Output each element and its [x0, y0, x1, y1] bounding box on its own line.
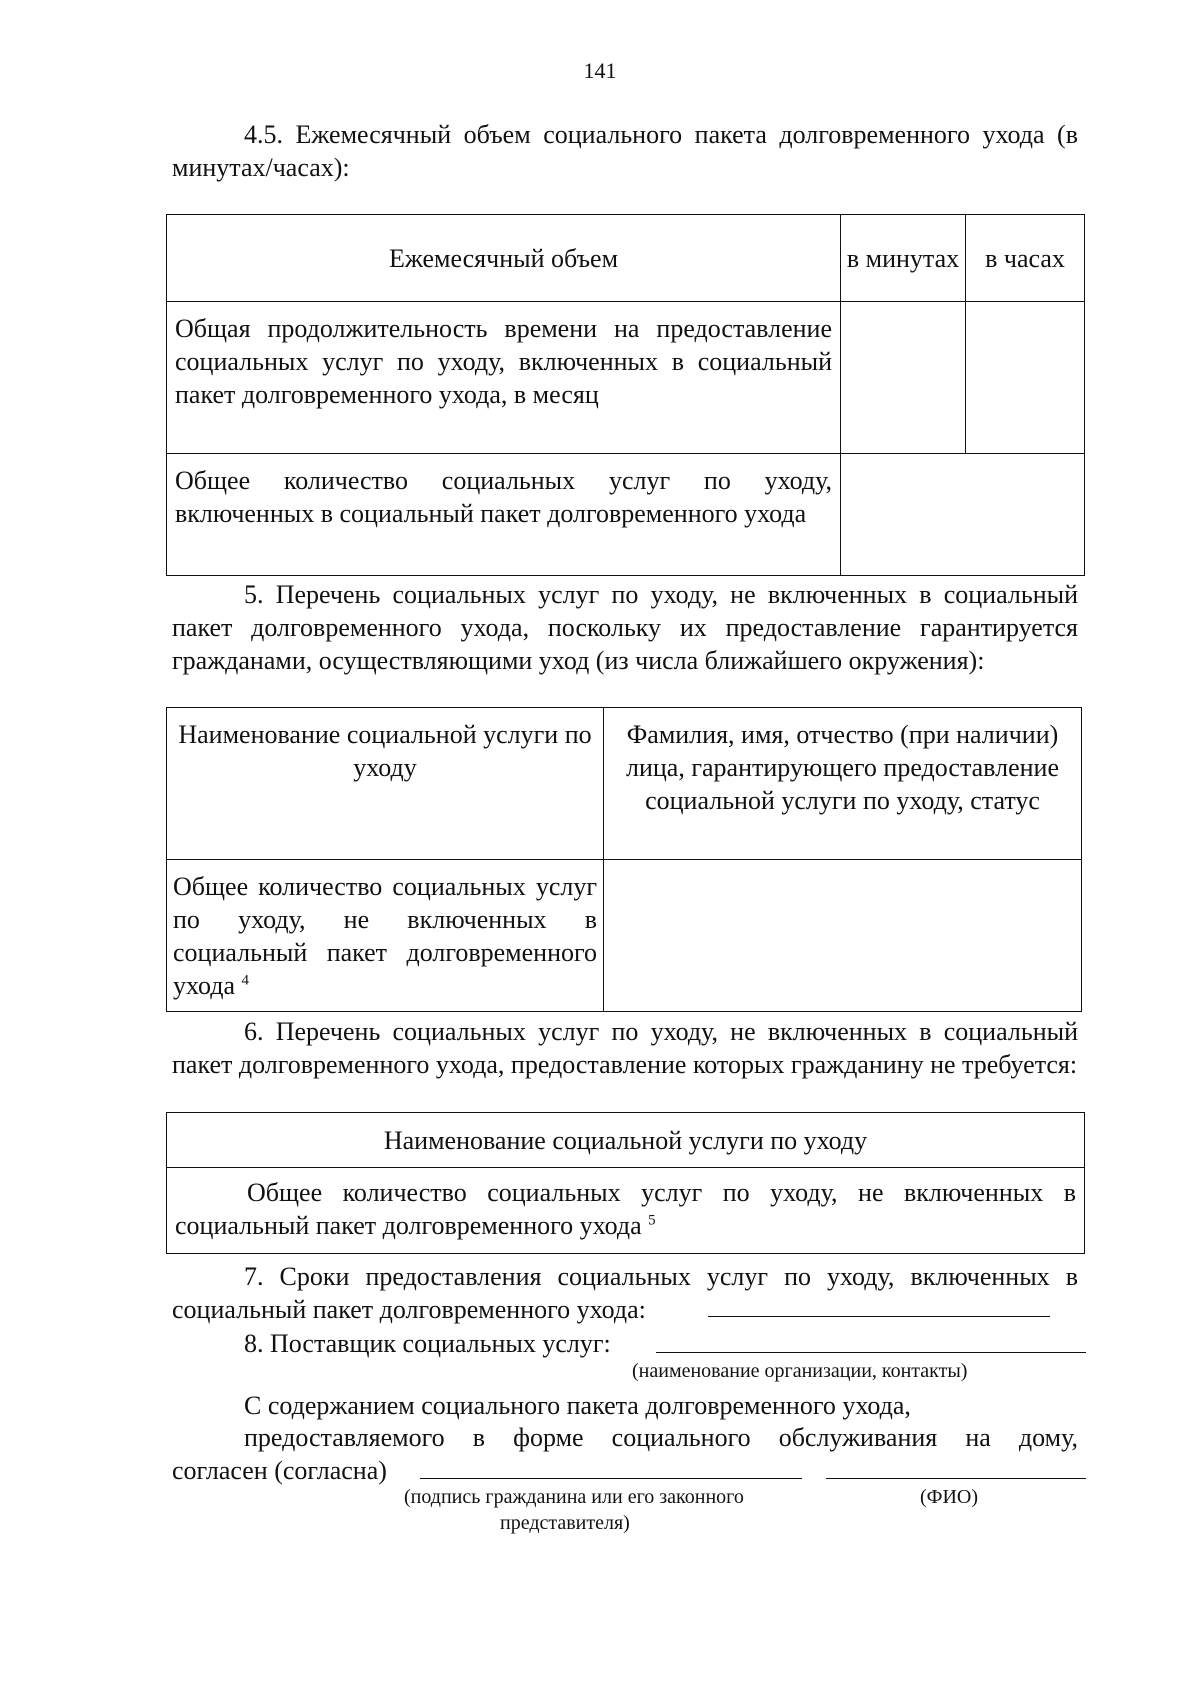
- section-8-label: 8. Поставщик социальных услуг:: [244, 1329, 611, 1358]
- fio-caption: (ФИО): [920, 1486, 979, 1508]
- fio-blank-line[interactable]: [826, 1478, 1086, 1479]
- not-required-services-table: [166, 1112, 1085, 1254]
- section-6-text: 6. Перечень социальных услуг по уходу, не включенных в социальный пакет долговременного ухода, предоставление которых гражданину не требуется:: [172, 1017, 1078, 1079]
- row-total-duration-minutes: [841, 302, 966, 454]
- section-4-5-text: 4.5. Ежемесячный объем социального пакета долговременного ухода (в минутах/часах):: [172, 120, 1078, 182]
- section-7-text: 7. Сроки предоставления социальных услуг по уходу, включенных в социальный пакет долговременного ухода:: [172, 1262, 1078, 1324]
- footnote-4: 4: [241, 972, 250, 989]
- row-not-required-count-label: [167, 1168, 1085, 1254]
- consent-line-2: предоставляемого в форме социального обслуживания на дому,: [244, 1423, 1078, 1452]
- section-8-caption: (наименование организации, контакты): [632, 1360, 968, 1382]
- footnote-5: 5: [648, 1212, 656, 1229]
- page-number: 141: [583, 58, 617, 83]
- section-7-blank-line[interactable]: [708, 1316, 1050, 1317]
- consent-line-3: согласен (согласна): [172, 1456, 387, 1485]
- header-service-name: Наименование социальной услуги по уходу: [167, 708, 604, 860]
- row-total-count-label: Общее количество социальных услуг по уходу, включенных в социальный пакет долговременного ухода: [167, 454, 841, 576]
- row-not-included-count-value: [604, 860, 1082, 1012]
- guaranteed-services-table: [166, 707, 1082, 1012]
- section-5-text: 5. Перечень социальных услуг по уходу, не включенных в социальный пакет долговременного ухода, поскольку их предоставление гарантируется гражданами, осуществляющими уход (из числа ближайшего окружения):: [172, 580, 1078, 675]
- consent-line-1: С содержанием социального пакета долговременного ухода,: [244, 1391, 911, 1420]
- signature-caption-2: представителя): [500, 1512, 630, 1534]
- section-8-blank-line[interactable]: [656, 1352, 1086, 1353]
- row-total-count-value: [841, 454, 1085, 576]
- header-guarantor-person: Фамилия, имя, отчество (при наличии) лица, гарантирующего предоставление социальной услуги по уходу, статус: [604, 708, 1082, 860]
- row-not-included-count-text: Общее количество социальных услуг по уходу, не включенных в социальный пакет долговременного ухода: [173, 872, 597, 1000]
- signature-caption-1: (подпись гражданина или его законного: [404, 1486, 744, 1508]
- signature-blank-line[interactable]: [420, 1478, 802, 1479]
- header-monthly-volume: Ежемесячный объем: [167, 215, 841, 302]
- row-not-required-count-text: Общее количество социальных услуг по уходу, не включенных в социальный пакет долговременного ухода: [175, 1178, 1076, 1240]
- row-total-duration-hours: [966, 302, 1085, 454]
- header-hours: в часах: [966, 215, 1085, 302]
- row-not-included-count-label: [167, 860, 604, 1012]
- row-total-duration-label: Общая продолжительность времени на предоставление социальных услуг по уходу, включенных в социальный пакет долговременного ухода, в месяц: [167, 302, 841, 454]
- header-not-required-service-name: Наименование социальной услуги по уходу: [167, 1113, 1085, 1168]
- header-minutes: в минутах: [841, 215, 966, 302]
- monthly-volume-table: [166, 214, 1085, 576]
